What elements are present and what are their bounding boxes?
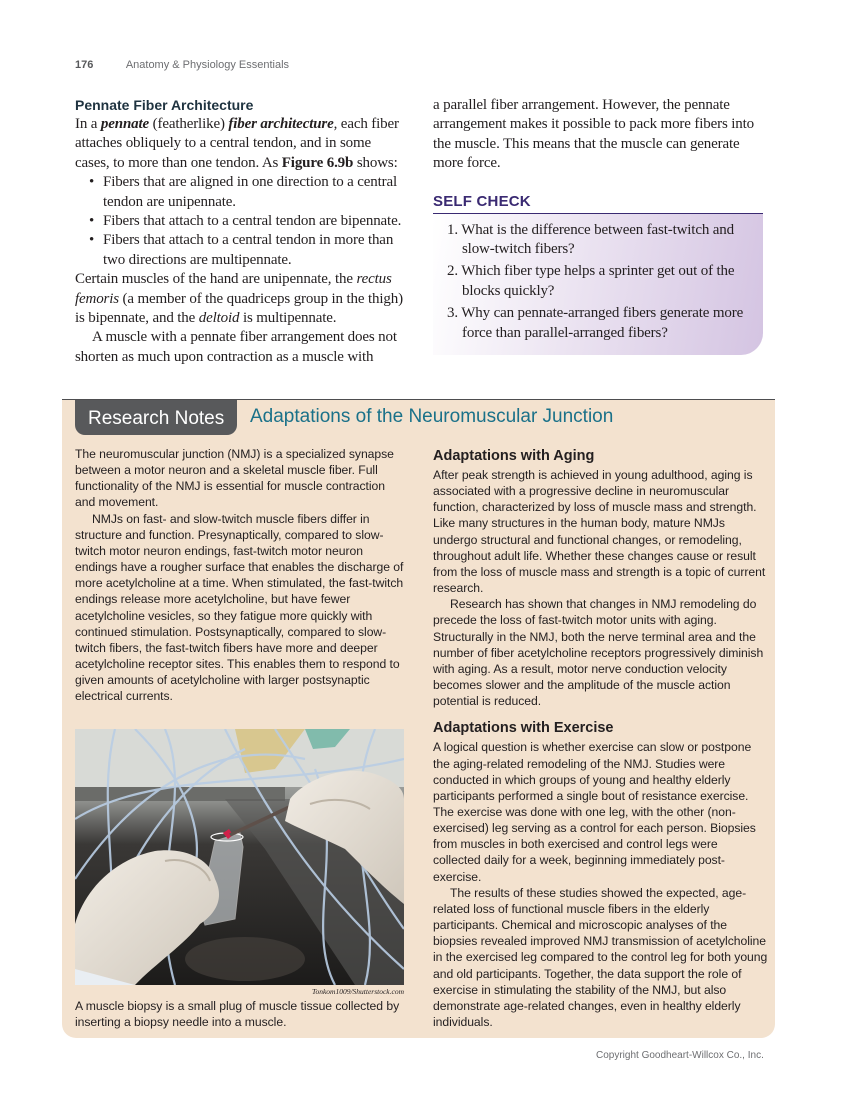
- self-check-questions: [447, 221, 753, 343]
- research-notes-title: Adaptations of the Neuromuscular Junction: [250, 406, 614, 427]
- term-deltoid: deltoid: [198, 310, 240, 327]
- aging-paragraph: Research has shown that changes in NMJ remodeling do precede the loss of fast-twitch motor units with aging. Structurally in the NMJ, both the nerve terminal area and the number of fiber acetylcholine receptors progressively diminish with aging. As a result, motor nerve conduction velocity becomes slower and the amplitude of the muscle action potential is reduced.: [433, 597, 764, 709]
- book-title: Anatomy & Physiology Essentials: [125, 59, 290, 71]
- nmj-intro-paragraph: The neuromuscular junction (NMJ) is a specialized synapse between a motor neuron and a skeletal muscle fiber. Full functionality of the NMJ is essential for muscle contraction and movement.: [75, 447, 394, 510]
- exercise-paragraph: A logical question is whether exercise can slow or postpone the aging-related remodeling of the NMJ. Studies were conducted in which groups of young and healthy elderly participants performed a single bout of resistance exercise. The exercise was done with one leg, with the other (non-exercised) leg serving as a control for each person. Biopsies from muscles in both exercised and control legs were collected daily for a week, beginning immediately post-exercise.: [433, 740, 756, 884]
- aging-paragraph: After peak strength is achieved in young adulthood, aging is associated with a progressive decline in neuromuscular function, characterized by loss of muscle mass and strength. Like many structures in the human body, mature NMJs undergo structural and functional changes, or remodeling, throughout adult life. Whether these changes cause or result from the loss of muscle mass and strength is a topic of current research.: [433, 468, 766, 596]
- self-check-question: 1. What is the difference between fast-twitch and slow-twitch fibers?: [447, 221, 734, 258]
- photo-caption: A muscle biopsy is a small plug of muscle tissue collected by inserting a biopsy needle into a muscle.: [75, 999, 400, 1030]
- self-check-heading: SELF CHECK: [433, 193, 763, 214]
- term-rectus-femoris: rectus femoris: [75, 271, 392, 307]
- self-check-box: [433, 214, 763, 355]
- self-check-question: 3. Why can pennate-arranged fibers generate more force than parallel-arranged fibers?: [447, 305, 744, 341]
- copyright-footer: Copyright Goodheart-Willcox Co., Inc.: [596, 1050, 764, 1061]
- research-notes-tab: Research Notes: [75, 400, 237, 435]
- left-column: [75, 96, 405, 367]
- term-pennate: pennate: [100, 116, 150, 132]
- research-notes-left-column: [75, 446, 407, 705]
- page-number: 176: [75, 59, 94, 71]
- pennate-types-list: [89, 173, 405, 270]
- self-check-question: 2. Which fiber type helps a sprinter get out of the blocks quickly?: [447, 263, 735, 299]
- pennate-examples-paragraph: Certain muscles of the hand are unipennate, the rectus femoris (a member of the quadriceps group in the thigh) is bipennate, and the deltoid is multipennate.: [75, 271, 403, 327]
- list-item: • Fibers that attach to a central tendon are bipennate.: [89, 212, 405, 231]
- photo-credit: Tonkom1009/Shutterstock.com: [311, 987, 404, 996]
- exercise-heading: Adaptations with Exercise: [433, 720, 614, 737]
- research-notes-right-column: [433, 446, 768, 1030]
- pennate-intro-paragraph: In a pennate (featherlike) fiber architecture, each fiber attaches obliquely to a central tendon, and in some cases, to more than one tendon. As Figure 6.9b shows:: [75, 116, 399, 171]
- list-item: • Fibers that are aligned in one direction to a central tendon are unipennate.: [89, 173, 405, 212]
- nmj-fiber-types-paragraph: NMJs on fast- and slow-twitch muscle fibers differ in structure and function. Presynaptically, compared to slow-twitch motor neuron endings, fast-twitch motor neuron endings have a rougher surface that enables the discharge of more acetylcholine at a time. When stimulated, the fast-twitch endings release more acetylcholine, but have fewer acetylcholine vesicles, so they fatigue more quickly with continued stimulation. Postsynaptically, compared to slow-twitch fibers, the fast-twitch fibers have more and deeper acetylcholine receptor sites. This enables them to respond to given amounts of acetylcholine with larger postsynaptic electrical currents.: [75, 511, 404, 704]
- pennate-paragraph-2-start: A muscle with a pennate fiber arrangement does not shorten as much upon contraction as a muscle with: [75, 329, 397, 365]
- muscle-biopsy-photo: [75, 729, 404, 985]
- section-heading-pennate: Pennate Fiber Architecture: [75, 97, 254, 113]
- figure-reference: Figure 6.9b: [281, 154, 354, 171]
- right-column: [433, 96, 763, 355]
- aging-heading: Adaptations with Aging: [433, 448, 595, 464]
- term-fiber-architecture: fiber architecture: [228, 116, 334, 132]
- pennate-paragraph-2-continued: a parallel fiber arrangement. However, the pennate arrangement makes it possible to pack more fibers into the muscle. This means that the muscle can generate more force.: [433, 97, 754, 172]
- list-item: • Fibers that attach to a central tendon in more than two directions are multipennate.: [89, 231, 405, 270]
- exercise-paragraph: The results of these studies showed the expected, age-related loss of functional muscle fibers in the elderly participants. Chemical and microscopic analyses of the biopsies revealed improved NMJ transmission of acetylcholine in the exercised leg compared to the control leg for both young and old participants. Together, the data support the role of exercise in stimulating the stability of the NMJ, but also demonstrate age-related changes, even in healthy elderly individuals.: [433, 885, 768, 1029]
- running-head: [75, 59, 289, 71]
